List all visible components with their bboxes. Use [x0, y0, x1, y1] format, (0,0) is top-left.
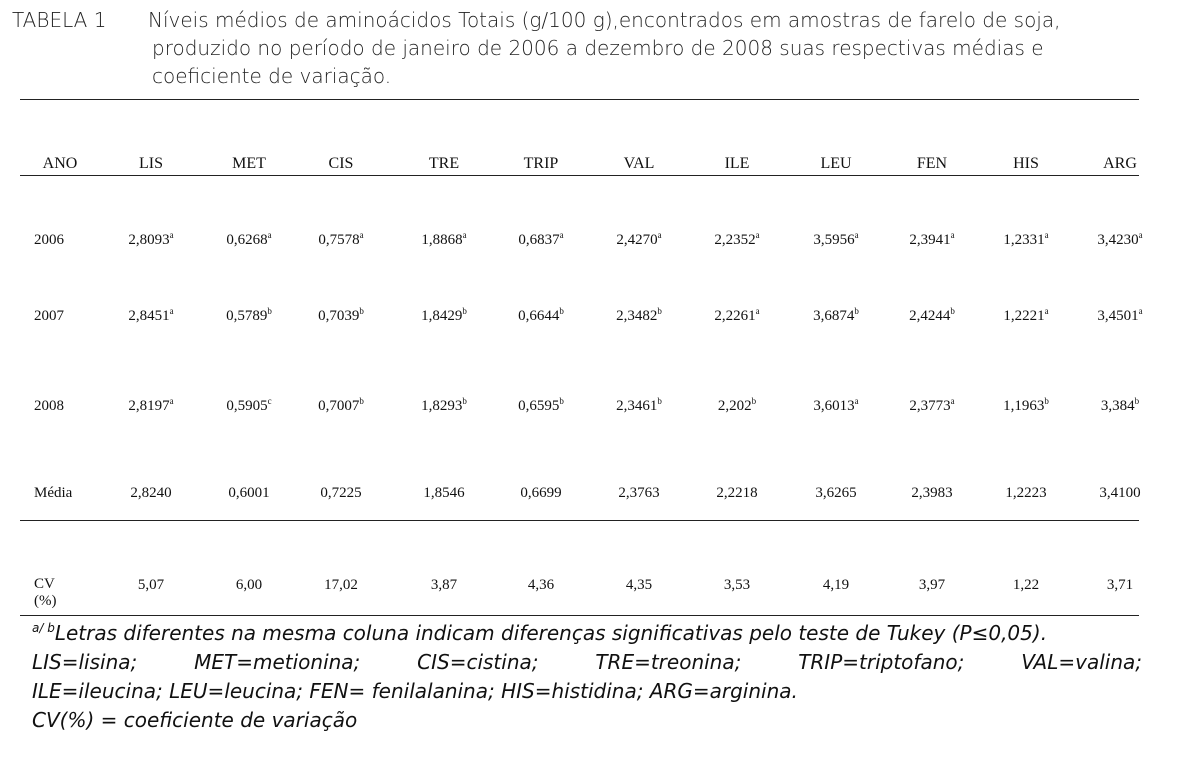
top-rule: [20, 99, 1139, 100]
table-cell: [687, 484, 787, 502]
table-cell: [199, 307, 299, 325]
table-cell: [491, 484, 591, 502]
cv-cell-value: 4,36: [527, 577, 555, 593]
notes-line-2: LIS=lisina; MET=metionina; CIS=cistina; TRE=treonina; TRIP=triptofano; VAL=valina;: [32, 650, 1142, 674]
cv-cell-value: 5,07: [137, 577, 165, 593]
table-cell-significance: b: [359, 396, 364, 406]
table-cell: [1070, 484, 1170, 502]
table-cell-value: 2,2218: [716, 485, 758, 501]
column-header-his-value: HIS: [1013, 155, 1039, 172]
table-cell: [589, 397, 689, 415]
table-cell-value: 0,5789: [226, 308, 268, 324]
row-label-value: 2007: [34, 308, 64, 324]
caption-line-1: Níveis médios de aminoácidos Totais (g/100 g),encontrados em amostras de farelo de soja,: [148, 8, 1061, 32]
cv-cell: [491, 576, 591, 594]
table-cell: [291, 484, 391, 502]
cv-cell: [976, 576, 1076, 594]
cv-cell: [786, 576, 886, 594]
column-header-cis: [291, 155, 391, 173]
table-cell-value: 0,7007: [318, 398, 360, 414]
mean-rule: [20, 520, 1139, 521]
bottom-rule: [20, 615, 1139, 616]
table-cell-value: 0,6001: [228, 485, 270, 501]
table-cell-value: 3,6013: [813, 398, 855, 414]
table-cell-value: 0,5905: [226, 398, 268, 414]
table-cell-value: 2,3482: [616, 308, 658, 324]
column-header-fen: [882, 155, 982, 173]
table-cell: [687, 231, 787, 249]
table-cell: [101, 397, 201, 415]
table-cell: [687, 307, 787, 325]
table-cell-significance: a: [755, 306, 760, 316]
table-cell-significance: b: [1134, 396, 1140, 406]
table-cell-value: 2,3461: [616, 398, 658, 414]
table-cell-value: 0,7578: [318, 232, 360, 248]
column-header-lis: [101, 155, 201, 173]
table-cell-value: 3,4501: [1097, 308, 1139, 324]
table-cell-significance: a: [1138, 306, 1143, 316]
table-cell-value: 0,6595: [518, 398, 560, 414]
table-cell-value: 2,8093: [128, 232, 170, 248]
table-cell-value: 3,4100: [1099, 485, 1141, 501]
table-cell-significance: a: [950, 396, 955, 406]
table-cell: [882, 397, 982, 415]
row-label: [34, 397, 64, 415]
table-cell-significance: b: [559, 306, 564, 316]
cv-cell-value: 3,71: [1106, 577, 1134, 593]
table-cell-value: 2,3941: [909, 232, 951, 248]
cv-cell: [199, 576, 299, 594]
table-cell-value: 0,6699: [520, 485, 562, 501]
table-cell-value: 2,4270: [616, 232, 658, 248]
row-label-value: Média: [34, 485, 73, 501]
cv-unit-label: (%): [34, 593, 57, 609]
table-cell: [394, 307, 494, 325]
header-rule: [20, 175, 1139, 176]
table-cell-significance: b: [267, 306, 272, 316]
cv-cell: [101, 576, 201, 594]
column-header-met: [199, 155, 299, 173]
row-label: [34, 307, 64, 325]
table-cell-value: 1,2221: [1003, 308, 1045, 324]
table-cell-significance: a: [169, 306, 174, 316]
table-cell: [101, 231, 201, 249]
table-cell: [1070, 231, 1170, 249]
column-header-lis-value: LIS: [139, 155, 163, 172]
cv-cell-value: 6,00: [235, 577, 263, 593]
table-cell-value: 0,6837: [518, 232, 560, 248]
table-cell-significance: a: [462, 230, 467, 240]
column-header-ile-value: ILE: [724, 155, 750, 172]
table-cell-significance: b: [462, 396, 467, 406]
cv-row-label: [34, 576, 57, 610]
table-cell-value: 2,8451: [128, 308, 170, 324]
table-cell-value: 3,6265: [815, 485, 857, 501]
table-cell-significance: b: [657, 396, 662, 406]
table-cell-significance: b: [854, 306, 859, 316]
table-caption: [12, 6, 1147, 90]
table-cell: [491, 397, 591, 415]
table-cell: [1070, 397, 1170, 415]
table-cell-value: 3,6874: [813, 308, 855, 324]
table-cell-value: 1,8293: [421, 398, 463, 414]
table-cell-value: 1,2331: [1003, 232, 1045, 248]
table-cell-value: 0,7225: [320, 485, 362, 501]
table-cell: [101, 307, 201, 325]
table-cell: [976, 231, 1076, 249]
table-cell-value: 3,5956: [813, 232, 855, 248]
row-label-value: 2006: [34, 232, 64, 248]
table-cell: [976, 484, 1076, 502]
cv-cell-value: 3,87: [430, 577, 458, 593]
table-cell-significance: a: [1044, 306, 1049, 316]
table-cell-significance: a: [950, 230, 955, 240]
table-cell: [786, 307, 886, 325]
table-cell: [394, 397, 494, 415]
table-cell-significance: a: [267, 230, 272, 240]
table-cell: [199, 231, 299, 249]
column-header-leu-value: LEU: [820, 155, 852, 172]
table-cell: [786, 397, 886, 415]
cv-cell: [291, 576, 391, 594]
table-cell: [394, 484, 494, 502]
column-header-fen-value: FEN: [916, 155, 948, 172]
table-cell: [882, 484, 982, 502]
table-cell: [1070, 307, 1170, 325]
caption-line-2: produzido no período de janeiro de 2006 a dezembro de 2008 suas respectivas médias e: [152, 36, 1044, 60]
cv-cell: [882, 576, 982, 594]
table-cell-value: 2,8240: [130, 485, 172, 501]
cv-cell-value: 4,19: [822, 577, 850, 593]
table-cell-significance: a: [854, 230, 859, 240]
table-cell: [394, 231, 494, 249]
table-cell-value: 0,7039: [318, 308, 360, 324]
table-cell-significance: a: [559, 230, 564, 240]
table-cell-significance: b: [359, 306, 364, 316]
cv-cell: [589, 576, 689, 594]
notes-line-1: Letras diferentes na mesma coluna indicam diferenças significativas pelo teste de Tukey (P≤0,05).: [54, 621, 1048, 645]
table-cell-value: 2,8197: [128, 398, 170, 414]
column-header-tre: [394, 155, 494, 173]
cv-cell-value: 3,53: [723, 577, 751, 593]
table-cell-significance: a: [854, 396, 859, 406]
table-cell-value: 3,384: [1100, 398, 1135, 414]
table-cell: [786, 484, 886, 502]
column-header-ano: [10, 155, 110, 173]
caption-label: TABELA 1: [12, 8, 107, 32]
column-header-his: [976, 155, 1076, 173]
table-cell-significance: a: [1044, 230, 1049, 240]
table-cell-significance: b: [559, 396, 564, 406]
column-header-cis-value: CIS: [328, 155, 354, 172]
table-cell-value: 1,1963: [1003, 398, 1045, 414]
table-cell-significance: c: [267, 396, 272, 406]
table-cell-significance: b: [950, 306, 955, 316]
table-cell-value: 0,6644: [518, 308, 560, 324]
row-label-value: 2008: [34, 398, 64, 414]
table-cell-value: 2,4244: [909, 308, 951, 324]
cv-cell-value: 1,22: [1012, 577, 1040, 593]
table-cell: [101, 484, 201, 502]
table-cell-value: 0,6268: [226, 232, 268, 248]
row-label: [34, 231, 64, 249]
table-cell-significance: a: [169, 396, 174, 406]
table-cell: [882, 307, 982, 325]
table-cell: [882, 231, 982, 249]
cv-cell: [394, 576, 494, 594]
table-cell: [291, 231, 391, 249]
table-cell-significance: a: [1138, 230, 1143, 240]
table-cell-value: 2,202: [717, 398, 752, 414]
table-cell-value: 1,8868: [421, 232, 463, 248]
table-cell: [687, 397, 787, 415]
cv-cell-value: 3,97: [918, 577, 946, 593]
notes-line-3: ILE=ileucina; LEU=leucina; FEN= fenilalanina; HIS=histidina; ARG=arginina.: [32, 679, 798, 703]
notes-line-4: CV(%) = coeficiente de variação: [32, 708, 358, 732]
table-cell: [491, 307, 591, 325]
table-cell-significance: b: [462, 306, 467, 316]
table-cell-value: 2,3983: [911, 485, 953, 501]
table-cell-value: 2,3773: [909, 398, 951, 414]
column-header-val-value: VAL: [623, 155, 655, 172]
notes-superscript: a/ b: [32, 621, 55, 635]
table-cell: [199, 397, 299, 415]
table-cell-significance: a: [359, 230, 364, 240]
table-cell: [976, 397, 1076, 415]
cv-cell-value: 17,02: [324, 577, 358, 593]
table-cell-significance: a: [657, 230, 662, 240]
column-header-arg-value: ARG: [1103, 155, 1137, 172]
column-header-met-value: MET: [232, 155, 266, 172]
table-cell: [976, 307, 1076, 325]
table-cell: [291, 397, 391, 415]
column-header-trip-value: TRIP: [523, 155, 559, 172]
column-header-ile: [687, 155, 787, 173]
table-cell: [589, 307, 689, 325]
table-cell-value: 2,3763: [618, 485, 660, 501]
cv-cell-value: 4,35: [625, 577, 653, 593]
table-cell-value: 2,2261: [714, 308, 756, 324]
cv-cell: [1070, 576, 1170, 594]
table-cell: [589, 484, 689, 502]
table-cell-value: 2,2352: [714, 232, 756, 248]
table-notes: [32, 619, 1142, 735]
table-cell-value: 1,8429: [421, 308, 463, 324]
cv-cell: [687, 576, 787, 594]
table-cell: [786, 231, 886, 249]
table-cell-significance: a: [169, 230, 174, 240]
column-header-trip: [491, 155, 591, 173]
caption-line-3: coeficiente de variação.: [152, 64, 392, 88]
table-cell: [491, 231, 591, 249]
column-header-ano-value: ANO: [42, 155, 78, 172]
table-cell-significance: b: [657, 306, 662, 316]
column-header-tre-value: TRE: [428, 155, 460, 172]
table-cell-value: 1,8546: [423, 485, 465, 501]
table-cell: [199, 484, 299, 502]
table-cell-significance: b: [1044, 396, 1049, 406]
row-label: [34, 484, 72, 502]
column-header-val: [589, 155, 689, 173]
table-cell-significance: b: [751, 396, 757, 406]
table-cell: [589, 231, 689, 249]
table-cell: [291, 307, 391, 325]
column-header-arg: [1070, 155, 1170, 173]
cv-label: CV: [34, 576, 55, 592]
table-cell-value: 3,4230: [1097, 232, 1139, 248]
column-header-leu: [786, 155, 886, 173]
table-cell-value: 1,2223: [1005, 485, 1047, 501]
table-cell-significance: a: [755, 230, 760, 240]
